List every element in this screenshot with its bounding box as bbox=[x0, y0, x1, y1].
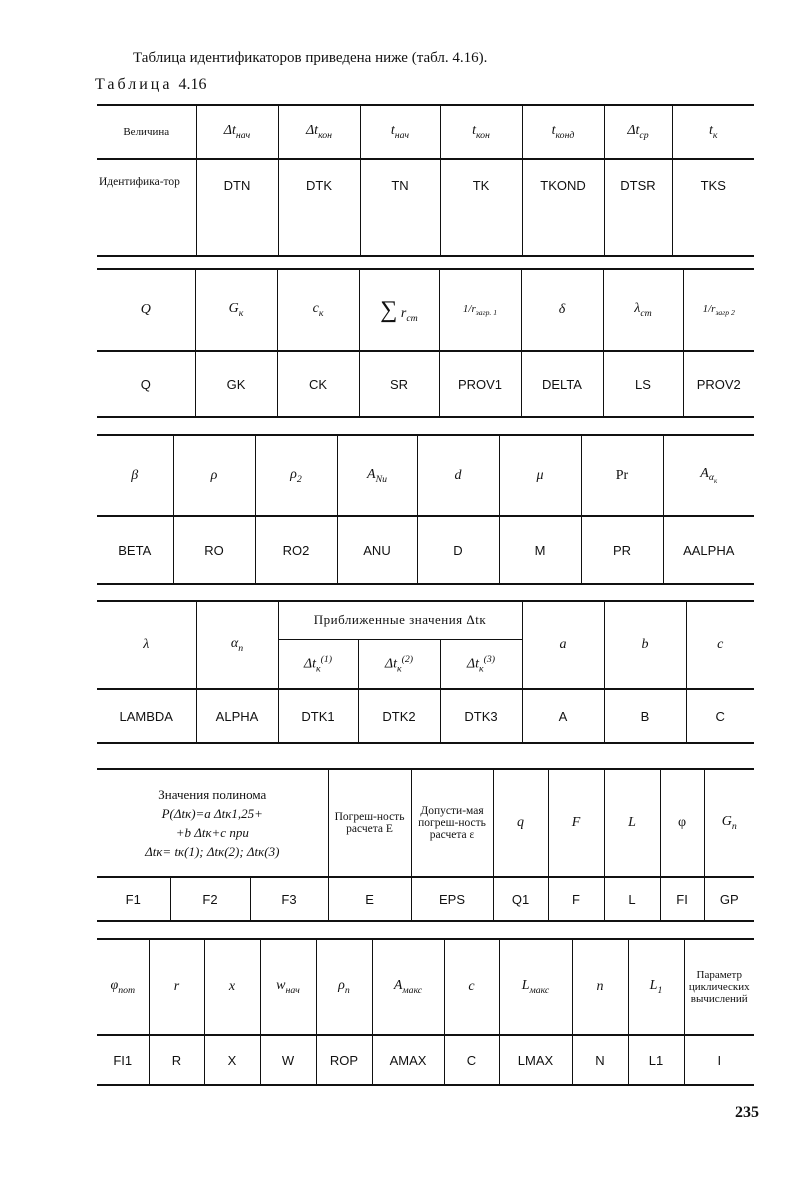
id-cell: DTK bbox=[278, 159, 360, 256]
id-cell: TKS bbox=[672, 159, 754, 256]
identifier-row bbox=[97, 351, 754, 417]
header-cell-rho-p: $\rho_п$ bbox=[316, 939, 372, 1035]
id-cell: D bbox=[417, 516, 499, 584]
header-cell-pr: Pr bbox=[581, 435, 663, 516]
header-cell-f: F bbox=[548, 769, 604, 877]
header-cell-b: b bbox=[604, 601, 686, 689]
header-cell-lambda-wall: $\lambda_{ст}$ bbox=[603, 269, 683, 351]
header-cell-c: c bbox=[686, 601, 754, 689]
id-cell: I bbox=[684, 1035, 754, 1085]
id-cell: DTSR bbox=[604, 159, 672, 256]
id-cell: DTN bbox=[196, 159, 278, 256]
header-row bbox=[97, 269, 754, 351]
id-cell: M bbox=[499, 516, 581, 584]
id-cell: ALPHA bbox=[196, 689, 278, 743]
header-cell-alpha-p: $\alpha_п$ bbox=[196, 601, 278, 689]
header-cell-l: L bbox=[604, 769, 660, 877]
poly-line-2: P(Δtк)=a Δtк1,25+ bbox=[161, 806, 263, 821]
id-cell: LMAX bbox=[499, 1035, 572, 1085]
header-cell-dtk1: $\Delta t_к^{(1)}$ bbox=[278, 639, 358, 689]
identifier-row bbox=[97, 1035, 754, 1085]
caption-number: 4.16 bbox=[178, 76, 207, 93]
intro-text: Таблица идентификаторов приведена ниже (табл. 4.16). bbox=[133, 50, 488, 66]
header-row-top bbox=[97, 601, 754, 639]
id-cell: C bbox=[444, 1035, 499, 1085]
page-number: 235 bbox=[735, 1104, 759, 1121]
id-cell: LS bbox=[603, 351, 683, 417]
header-cell-phi: φ bbox=[660, 769, 704, 877]
id-cell: RO2 bbox=[255, 516, 337, 584]
id-cell: ANU bbox=[337, 516, 417, 584]
id-cell: Q1 bbox=[493, 877, 548, 921]
id-cell: PR bbox=[581, 516, 663, 584]
header-cell-quantity: Величина bbox=[97, 105, 196, 159]
id-cell: L bbox=[604, 877, 660, 921]
header-cell-a: a bbox=[522, 601, 604, 689]
id-cell: DTK3 bbox=[440, 689, 522, 743]
table-heat-params bbox=[97, 268, 754, 418]
header-cell-r-foul-2: $1/r_{загр 2}$ bbox=[683, 269, 754, 351]
header-cell-w-start: $w_{нач}$ bbox=[260, 939, 316, 1035]
header-cell-rho: ρ bbox=[173, 435, 255, 516]
table-temperatures bbox=[97, 104, 754, 257]
id-cell: F2 bbox=[170, 877, 250, 921]
identifier-row bbox=[97, 159, 754, 256]
identifier-row bbox=[97, 877, 754, 921]
id-cell: F3 bbox=[250, 877, 328, 921]
header-cell-dt-end: $\Delta t_{кон}$ bbox=[278, 105, 360, 159]
header-cell-t-cond: $t_{конд}$ bbox=[522, 105, 604, 159]
id-cell: DTK1 bbox=[278, 689, 358, 743]
header-cell-l-max: $L_{макс}$ bbox=[499, 939, 572, 1035]
table-cyclic-params bbox=[97, 938, 754, 1086]
id-cell: F bbox=[548, 877, 604, 921]
id-cell: DTK2 bbox=[358, 689, 440, 743]
group-header-approx bbox=[278, 601, 522, 639]
header-cell-dt-avg: $\Delta t_{ср}$ bbox=[604, 105, 672, 159]
identifier-row bbox=[97, 689, 754, 743]
header-row bbox=[97, 435, 754, 516]
header-cell-q: q bbox=[493, 769, 548, 877]
header-row bbox=[97, 769, 754, 877]
id-cell: A bbox=[522, 689, 604, 743]
header-cell-t-end: $t_{кон}$ bbox=[440, 105, 522, 159]
header-cell-g-p: $G_п$ bbox=[704, 769, 754, 877]
header-cell-rho2: $\rho_2$ bbox=[255, 435, 337, 516]
id-cell: TK bbox=[440, 159, 522, 256]
id-cell: EPS bbox=[411, 877, 493, 921]
header-cell-r: r bbox=[149, 939, 204, 1035]
id-cell: SR bbox=[359, 351, 439, 417]
id-cell: AALPHA bbox=[663, 516, 754, 584]
header-cell-allowed-error: Допусти-мая погреш-ность расчета ε bbox=[411, 769, 493, 877]
id-cell: R bbox=[149, 1035, 204, 1085]
header-row bbox=[97, 105, 754, 159]
header-cell-d: d bbox=[417, 435, 499, 516]
id-cell: F1 bbox=[125, 891, 141, 907]
header-cell-a-nu: $A_{Nu}$ bbox=[337, 435, 417, 516]
id-cell: BETA bbox=[118, 542, 152, 558]
id-cell: B bbox=[604, 689, 686, 743]
caption-word: Таблица bbox=[95, 76, 173, 93]
header-cell-polynomial bbox=[97, 769, 328, 877]
id-cell: DELTA bbox=[521, 351, 603, 417]
id-cell: PROV1 bbox=[439, 351, 521, 417]
header-cell-delta: δ bbox=[521, 269, 603, 351]
id-cell: X bbox=[204, 1035, 260, 1085]
id-cell: L1 bbox=[628, 1035, 684, 1085]
table-fluid-params bbox=[97, 434, 754, 585]
id-cell: PROV2 bbox=[683, 351, 754, 417]
header-cell-beta: β bbox=[97, 435, 173, 516]
header-cell-r-foul-1: $1/r_{загр. 1}$ bbox=[439, 269, 521, 351]
header-cell-cycle-param: Параметр циклических вычислений bbox=[684, 939, 754, 1035]
id-cell: C bbox=[686, 689, 754, 743]
id-cell: RO bbox=[173, 516, 255, 584]
header-cell-n: n bbox=[572, 939, 628, 1035]
header-cell-q: Q bbox=[97, 269, 195, 351]
identifier-label: Идентифика-тор bbox=[99, 176, 180, 188]
id-cell: Q bbox=[140, 376, 151, 392]
header-cell-c-k: $c_к$ bbox=[277, 269, 359, 351]
header-cell-a-alpha: $A_{\alpha_к}$ bbox=[663, 435, 754, 516]
header-cell-error: Погреш-ность расчета E bbox=[328, 769, 411, 877]
table-caption bbox=[95, 76, 206, 94]
id-cell: AMAX bbox=[372, 1035, 444, 1085]
table-approximations bbox=[97, 600, 754, 744]
header-cell-dtk2: $\Delta t_к^{(2)}$ bbox=[358, 639, 440, 689]
header-cell-dtk3: $\Delta t_к^{(3)}$ bbox=[440, 639, 522, 689]
id-cell: E bbox=[328, 877, 411, 921]
header-cell-l1: $L_1$ bbox=[628, 939, 684, 1035]
header-cell-t-start: $t_{нач}$ bbox=[360, 105, 440, 159]
id-cell: LAMBDA bbox=[119, 708, 173, 724]
header-cell-mu: μ bbox=[499, 435, 581, 516]
id-cell: FI1 bbox=[113, 1052, 133, 1068]
header-cell-a-max: $A_{макс}$ bbox=[372, 939, 444, 1035]
header-cell-sum-r: ∑ $r_{ст}$ bbox=[359, 269, 439, 351]
id-cell: W bbox=[260, 1035, 316, 1085]
header-cell-c: c bbox=[444, 939, 499, 1035]
id-cell: GP bbox=[704, 877, 754, 921]
header-cell-phi-loss: $\varphi_{пот}$ bbox=[97, 939, 149, 1035]
header-row bbox=[97, 939, 754, 1035]
header-cell-x: x bbox=[204, 939, 260, 1035]
poly-line-4: Δtк= tк(1); Δtк(2); Δtк(3) bbox=[145, 844, 280, 859]
group-label: Приближенные значения Δtк bbox=[313, 612, 487, 628]
id-cell: TKOND bbox=[522, 159, 604, 256]
id-cell: FI bbox=[660, 877, 704, 921]
poly-line-3: +b Δtк+c при bbox=[175, 825, 249, 840]
id-cell: N bbox=[572, 1035, 628, 1085]
id-cell: TN bbox=[360, 159, 440, 256]
table-polynomial bbox=[97, 768, 754, 922]
header-cell-g-k: $G_к$ bbox=[195, 269, 277, 351]
header-cell-dt-start: $\Delta t_{нач}$ bbox=[196, 105, 278, 159]
header-cell-t-k: $t_к$ bbox=[672, 105, 754, 159]
poly-line-1: Значения полинома bbox=[158, 787, 267, 802]
header-cell-lambda: λ bbox=[97, 601, 196, 689]
id-cell: CK bbox=[277, 351, 359, 417]
id-cell: ROP bbox=[316, 1035, 372, 1085]
identifier-row bbox=[97, 516, 754, 584]
id-cell: GK bbox=[195, 351, 277, 417]
